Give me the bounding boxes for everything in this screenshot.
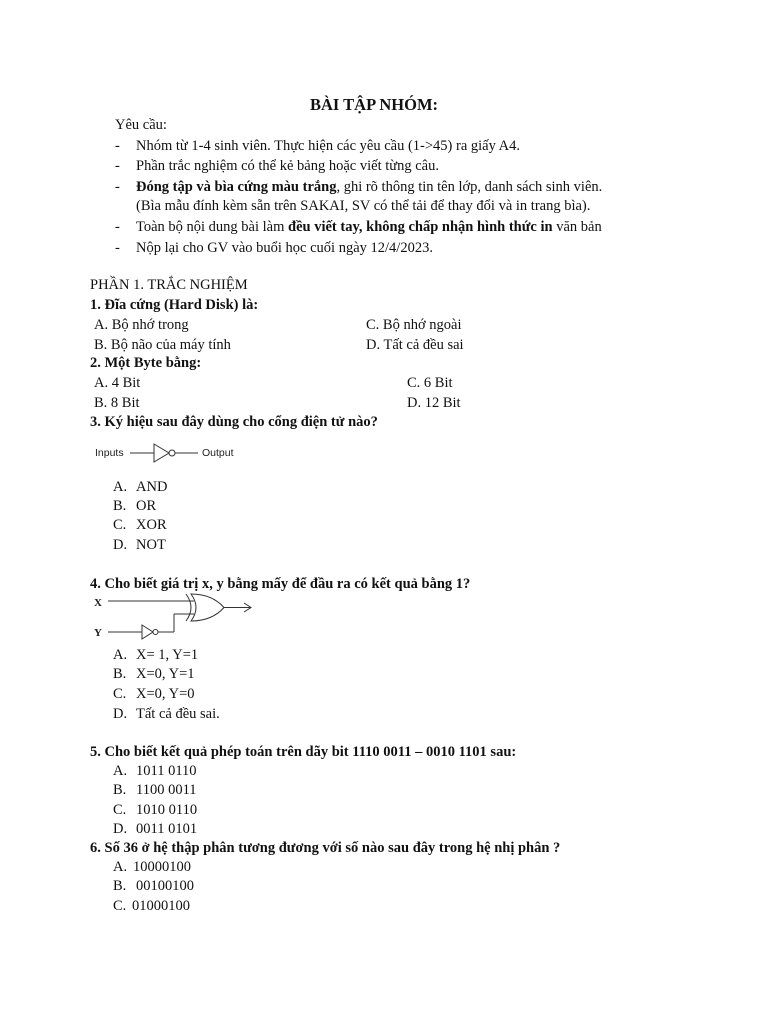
option-text: NOT <box>136 537 166 553</box>
option-letter: B. <box>113 498 127 514</box>
q6-option-c <box>113 899 190 914</box>
q1-option-b: B. Bộ não của máy tính <box>94 337 231 353</box>
option-letter: D. <box>113 706 128 722</box>
requirement-item <box>136 220 602 235</box>
option-text: 00100100 <box>136 878 194 894</box>
question-3: 3. Ký hiệu sau đây dùng cho cổng điện tử nào? <box>90 414 378 430</box>
inputs-label: Inputs <box>95 447 124 459</box>
question-1: 1. Đĩa cứng (Hard Disk) là: <box>90 297 259 313</box>
xor-gate-symbol <box>191 594 224 621</box>
q4-option-b <box>113 667 195 682</box>
question-6: 6. Số 36 ở hệ thập phân tương đương với số nào sau đây trong hệ nhị phân ? <box>90 840 561 856</box>
option-letter: C. <box>113 686 127 702</box>
option-text: 1100 0011 <box>136 782 197 798</box>
option-letter: D. <box>113 537 128 553</box>
q3-option-d <box>113 538 166 553</box>
option-text: XOR <box>136 517 167 533</box>
not-gate-symbol <box>142 625 153 639</box>
q1-option-a: A. Bộ nhớ trong <box>94 317 189 333</box>
x-label: X <box>94 597 102 609</box>
q2-option-c: C. 6 Bit <box>407 375 453 391</box>
option-text: X=0, Y=1 <box>136 666 195 682</box>
bullet-dash: - <box>115 138 120 154</box>
requirement-text: văn bản <box>552 219 602 235</box>
page-title: BÀI TẬP NHÓM: <box>310 95 439 114</box>
option-letter: C. <box>113 802 127 818</box>
q5-option-a <box>113 764 197 779</box>
option-text: X= 1, Y=1 <box>136 647 199 663</box>
option-letter: A. <box>113 647 128 663</box>
option-letter: A. <box>113 859 128 875</box>
requirement-item: Nộp lại cho GV vào buổi học cuối ngày 12/4/2023. <box>136 240 433 256</box>
option-letter: B. <box>113 878 127 894</box>
q4-option-d <box>113 707 220 722</box>
q2-option-b: B. 8 Bit <box>94 395 140 411</box>
requirement-item-continued: (Bìa mẫu đính kèm sẵn trên SAKAI, SV có thể tải để thay đổi và in trang bìa). <box>136 198 591 214</box>
not-gate-symbol <box>154 444 169 462</box>
bullet-dash: - <box>115 219 120 235</box>
requirement-item <box>136 180 602 195</box>
requirement-text: Toàn bộ nội dung bài làm <box>136 219 289 235</box>
not-gate-diagram <box>90 440 250 466</box>
bullet-dash: - <box>115 179 120 195</box>
q4-option-a <box>113 648 198 663</box>
option-letter: D. <box>113 821 128 837</box>
section-heading: PHẦN 1. TRẮC NGHIỆM <box>90 277 248 293</box>
q5-option-c <box>113 803 197 818</box>
y-label: Y <box>94 627 102 639</box>
option-text: Tất cả đều sai. <box>136 706 220 722</box>
option-text: 0011 0101 <box>136 821 198 837</box>
bullet-dash: - <box>115 158 120 174</box>
q6-option-a <box>113 860 191 875</box>
xor-gate-diagram <box>90 592 260 644</box>
requirement-item: Phần trắc nghiệm có thể kẻ bảng hoặc viết từng câu. <box>136 158 439 174</box>
q3-option-a <box>113 480 167 495</box>
requirements-label: Yêu cầu: <box>115 117 167 133</box>
output-label: Output <box>202 447 234 459</box>
q3-option-b <box>113 499 156 514</box>
q1-option-d: D. Tất cả đều sai <box>366 337 464 353</box>
q2-option-d: D. 12 Bit <box>407 395 461 411</box>
option-letter: B. <box>113 666 127 682</box>
q5-option-d <box>113 822 197 837</box>
option-text: 1011 0110 <box>136 763 197 779</box>
q3-option-c <box>113 518 167 533</box>
question-5: 5. Cho biết kết quả phép toán trên dãy bit 1110 0011 – 0010 1101 sau: <box>90 744 517 760</box>
q2-option-a: A. 4 Bit <box>94 375 141 391</box>
option-letter: C. <box>113 898 127 914</box>
q1-option-c: C. Bộ nhớ ngoài <box>366 317 462 333</box>
option-letter: C. <box>113 517 127 533</box>
requirement-text: , ghi rõ thông tin tên lớp, danh sách sinh viên. <box>336 179 603 195</box>
option-text: AND <box>136 479 168 495</box>
requirement-bold: đều viết tay, không chấp nhận hình thức in <box>288 219 553 235</box>
option-text: 1010 0110 <box>136 802 198 818</box>
option-text: X=0, Y=0 <box>136 686 195 702</box>
option-text: OR <box>136 498 157 514</box>
requirement-item: Nhóm từ 1-4 sinh viên. Thực hiện các yêu cầu (1->45) ra giấy A4. <box>136 138 521 154</box>
question-2: 2. Một Byte bằng: <box>90 355 202 371</box>
q5-option-b <box>113 783 197 798</box>
option-text: 01000100 <box>132 898 190 914</box>
option-letter: B. <box>113 782 127 798</box>
requirement-bold: Đóng tập và bìa cứng màu trắng <box>136 179 337 195</box>
q6-option-b <box>113 879 194 894</box>
option-letter: A. <box>113 763 128 779</box>
q4-option-c <box>113 687 195 702</box>
question-4: 4. Cho biết giá trị x, y bằng mấy để đầu ra có kết quả bằng 1? <box>90 576 471 592</box>
option-letter: A. <box>113 479 128 495</box>
option-text: 10000100 <box>133 859 191 875</box>
bullet-dash: - <box>115 240 120 256</box>
